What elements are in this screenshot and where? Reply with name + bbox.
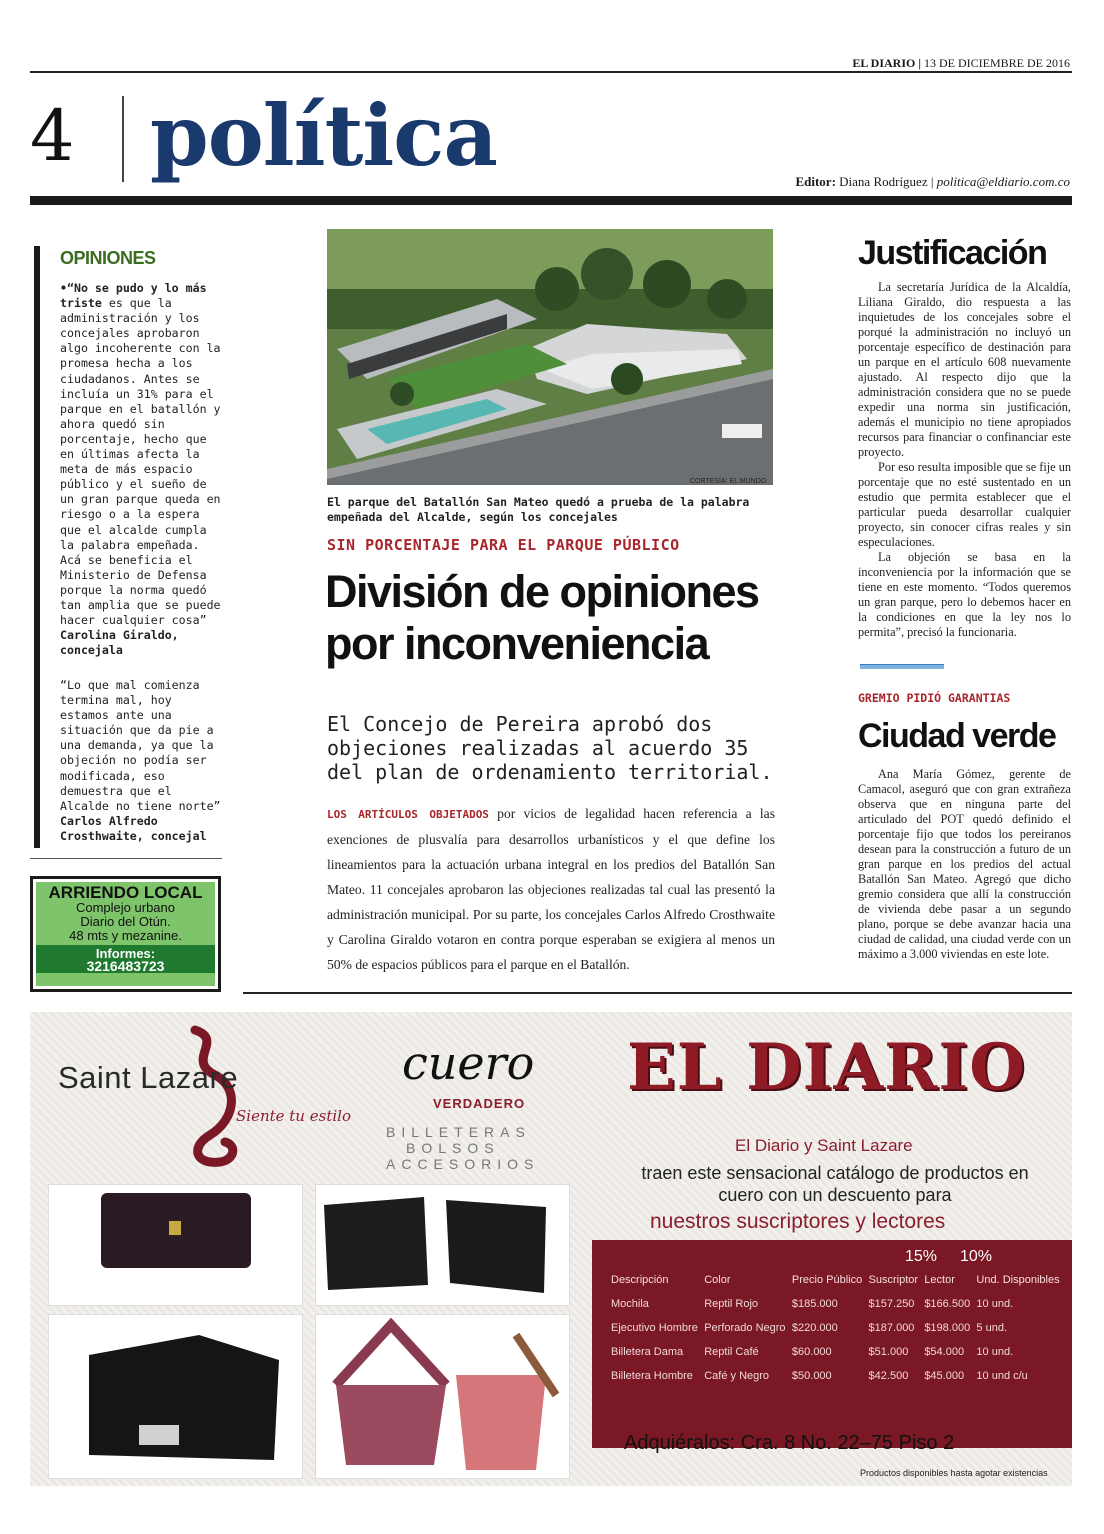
paragraph: Por eso resulta imposible que se fije un porcentaje que no esté sustentado en un estudio que permita establecer que el particular pueda desarrollar cualquier proyecto, sin conocer cifras reales y sin especulaciones. [858,460,1071,549]
table-cell: $60.000 [791,1346,832,1358]
table-cell: 10 und. [976,1298,1014,1310]
el-diario-logo: EL DIARIO [627,1030,1027,1105]
price-table-header: Lector [924,1274,955,1286]
header-thick-rule [30,196,1072,205]
table-cell: 10 und. [976,1346,1014,1358]
quote-author: Carolina Giraldo, concejala [60,628,179,658]
product-image-billetera-dama [48,1184,303,1306]
opinion-quote-2 [60,678,222,844]
ciudad-verde-title: Ciudad verde [858,717,1056,755]
wallet-icon [49,1185,304,1307]
section-title: política [150,86,497,185]
paragraph: Ana María Gómez, gerente de Camacol, aseguró que con gran extrañeza observa que en ninguna parte del articulado del POT quedó definido el porcentaje fijo que todos los pereiranos desean para la construcción a futuro de un gran parque en los predios del actual Batallón San Mateo. Agregó que dicho gremio considera que allí la construcción de vivienda debe pasar a un segundo plano, porque se debe avanzar hacia una ciudad de calidad, una ciudad verde con un máximo a 3.000 viviendas en este lote. [858,767,1071,961]
article-kicker: SIN PORCENTAJE PARA EL PARQUE PÚBLICO [327,536,680,554]
page-number: 4 [30,95,75,177]
product-image-ejecutivo-hombre [48,1314,303,1479]
cuero-item: ACCESORIOS [386,1156,540,1172]
saint-lazare-advertisement [30,1012,1072,1486]
saint-lazare-brand: Saint Lazare [58,1060,239,1095]
opiniones-title: OPINIONES [60,248,156,268]
paper-name: EL DIARIO [852,56,916,70]
cuero-brand: cuero [402,1036,535,1090]
saint-lazare-slogan: Siente tu estilo [236,1107,351,1125]
classified-line: 48 mts y mezanine. [69,928,182,943]
classified-line: Complejo urbano [75,900,175,915]
table-row [608,1292,1063,1316]
editor-label: Editor: [795,174,836,189]
table-cell: $51.000 [868,1346,909,1358]
opinion-quote-1 [60,281,222,658]
price-table-header: Suscriptor [868,1274,919,1286]
table-row [608,1316,1063,1340]
classified-informes-label: Informes: [95,946,156,961]
classified-title: ARRIENDO LOCAL [48,883,203,902]
cuero-subtitle: VERDADERO [433,1096,526,1111]
table-cell: $54.000 [924,1346,965,1358]
bucket-bag-icon [316,1315,571,1480]
classified-phone: 3216483723 [86,958,165,974]
price-table-grid [608,1270,1063,1388]
paragraph: La secretaría Jurídica de la Alcaldía, Liliana Giraldo, dio respuesta a las inquietudes de los concejales sobre el porqué la administración no incluyó un porcentaje específico de destinación para un parque en el artículo 608 nuevamente ajustado. Al respecto dijo que la administración considera que no se puede expedir una norma sin justificación, además el municipio no tiene apropiados recursos para financiar o confinanciar este proyecto. [858,280,1071,459]
aerial-photo-illustration [327,229,773,485]
quote-lead: “No se pudo y lo más triste [60,281,207,311]
price-table-header: Color [704,1274,731,1286]
classified-line: Diario del Otún. [80,914,171,929]
promo-line: traen este sensacional catálogo de productos en cuero con un descuento para [641,1163,1029,1205]
masthead-separator: | [918,56,921,70]
editor-separator: | [930,174,934,189]
table-cell: $45.000 [924,1370,965,1382]
section-divider [860,664,944,669]
classified-ad-body [36,882,215,986]
quote-text: “Lo que mal comienza termina mal, hoy estamos ante una situación que da pie a una demanda, ya que la objeción no podía ser modificada, eso demuestra que el Alcalde no tiene norte” [60,678,221,813]
ciudad-verde-kicker: GREMIO PIDIÓ GARANTIAS [858,691,1011,705]
article-headline: División de opiniones por inconveniencia [325,566,759,669]
editor-email: politica@eldiario.com.co [936,174,1070,189]
price-table-header: Precio Público [791,1274,863,1286]
paragraph: La objeción se basa en la inconveniencia por la información que se tiene en este momento. “Todos queremos un gran parque, pero lo debemos hacer en la condiciones en que la ley nos lo permita”, precisó la funcionaria. [858,550,1071,639]
store-address: Adquiéralos: Cra. 8 No. 22–75 Piso 2 [624,1432,955,1454]
editor-name: Diana Rodríguez [839,174,928,189]
promo-line: El Diario y Saint Lazare [735,1136,913,1155]
wallet-icon [316,1185,571,1307]
table-cell: $42.500 [868,1370,909,1382]
cuero-item: BILLETERAS [386,1124,531,1140]
table-cell: $185.000 [791,1298,838,1310]
opiniones-bottom-rule [30,858,222,859]
table-cell: 10 und c/u [976,1370,1028,1382]
table-cell: $166.500 [924,1298,971,1310]
suscriptor-discount: 15% [905,1248,938,1265]
table-cell: $220.000 [791,1322,838,1334]
bottom-rule [243,992,1072,994]
classified-contact [36,945,215,973]
promo-highlight: nuestros suscriptores y lectores [650,1210,946,1233]
opiniones-side-bar [34,246,40,848]
table-cell: Billetera Dama [611,1346,684,1358]
justificacion-title: Justificación [858,234,1047,272]
cuero-item: BOLSOS [406,1140,500,1156]
lector-discount: 10% [960,1248,993,1265]
quote-bullet: • [60,281,67,295]
aerial-photo-batallon [327,229,773,485]
price-table [592,1240,1072,1448]
table-row [608,1340,1063,1364]
table-cell: Ejecutivo Hombre [611,1322,698,1334]
article-body-lead: LOS ARTÍCULOS OBJETADOS [327,808,489,821]
table-row [608,1364,1063,1388]
table-cell: 5 und. [976,1322,1008,1334]
issue-date: 13 DE DICIEMBRE DE 2016 [924,56,1070,70]
table-cell: Reptil Rojo [704,1298,759,1310]
table-cell: Reptil Café [704,1346,759,1358]
photo-caption: El parque del Batallón San Mateo quedó a prueba de la palabra empeñada del Alcalde, según los concejales [327,495,750,524]
justificacion-body [858,280,1071,640]
table-cell: Café y Negro [704,1370,770,1382]
ciudad-verde-body [858,767,1071,962]
photo-credit: CORTESÍA: EL MUNDO [690,478,767,485]
top-rule [30,71,1072,73]
product-image-mochila [315,1314,570,1479]
classified-ad [30,876,221,992]
article-body [327,801,775,977]
quote-text: es que la administración y los concejales aprobaron algo incoherente con la promesa hecha a los ciudadanos. Antes se incluía un 31% para el parque en el batallón y ahora quedó sin porcentaje, hecho que en últimas afecta la meta de más espacio público y el sueño de un gran parque queda en riesgo o a la espera que el alcalde cumpla la palabra empeñada. Acá se beneficia el Ministerio de Defensa porque la norma quedó tan amplia que se puede hacer cualquier cosa” [60,296,221,628]
article-body-text: por vicios de legalidad hacen referencia a las exenciones de plusvalía para desarrollos urbanísticos y el que define los lineamientos para la actuación urbana integral en los predios del Batallón San Mateo. 11 concejales aprobaron las objeciones realizadas tal cual las presentó la administración municipal. Por su parte, los concejales Carlos Alfredo Crosthwaite y Carolina Giraldo votaron en contra porque esperaban se exigiera al menos un 50% de espacios públicos para el parque en el Batallón. [327,806,775,972]
masthead-date-line [852,56,1070,71]
table-cell: Billetera Hombre [611,1370,693,1382]
article-subhead: El Concejo de Pereira aprobó dos objeciones realizadas al acuerdo 35 del plan de ordenamiento territorial. [327,712,773,784]
page-number-divider [122,96,124,182]
table-cell: $187.000 [868,1322,915,1334]
price-table-header: Und. Disponibles [976,1274,1060,1286]
ad-disclaimer: Productos disponibles hasta agotar existencias [860,1468,1048,1478]
table-cell: Mochila [611,1298,649,1310]
price-table-header-row [608,1270,1063,1292]
table-cell: $198.000 [924,1322,971,1334]
table-cell: Perforado Negro [704,1322,786,1334]
quote-author: Carlos Alfredo Crosthwaite, concejal [60,813,207,843]
table-cell: $157.250 [868,1298,915,1310]
messenger-bag-icon [49,1315,304,1480]
table-cell: $50.000 [791,1370,832,1382]
editor-credit [795,174,1070,190]
price-table-header: Descripción [611,1274,669,1286]
product-image-billetera-hombre [315,1184,570,1306]
